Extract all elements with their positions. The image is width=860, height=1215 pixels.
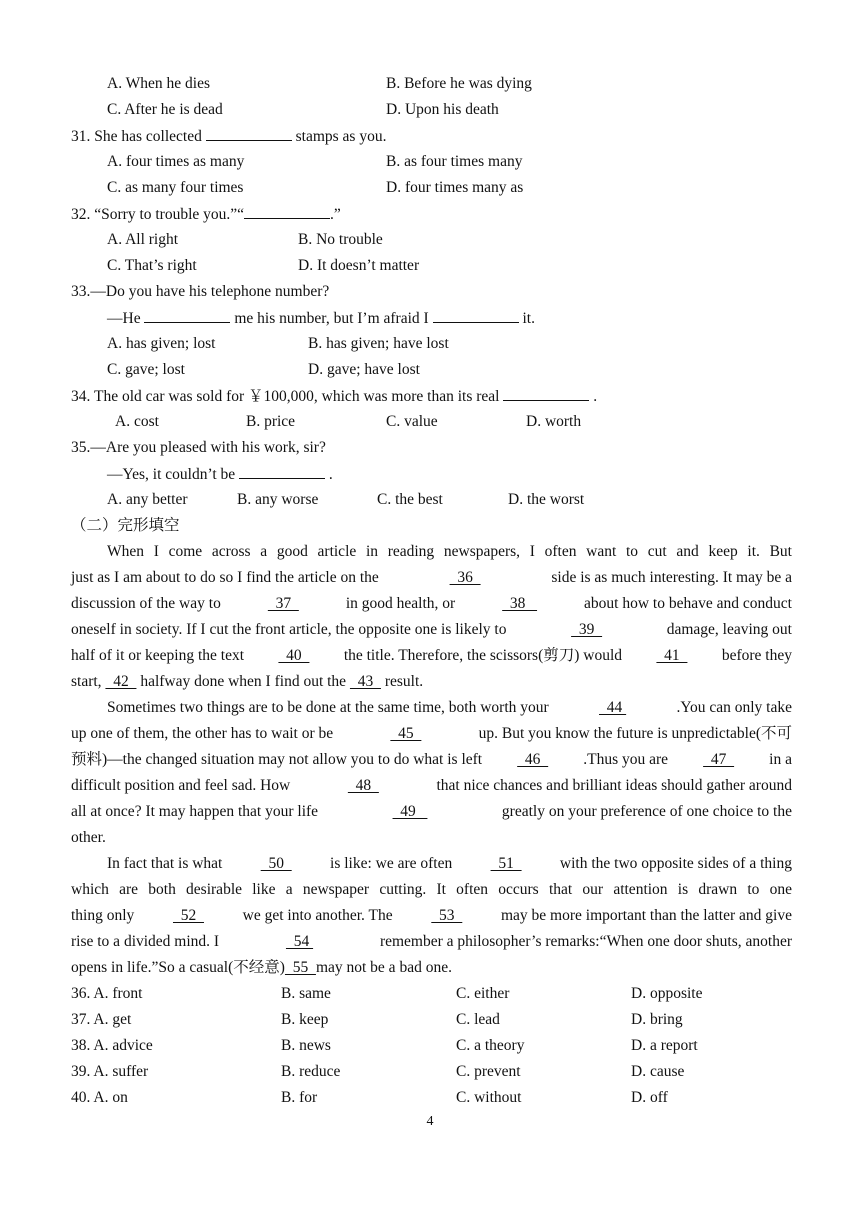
cloze-p3-line2: which are both desirable like a newspaper cutting. It often occurs that our attention is drawn to one <box>71 881 792 898</box>
cloze-text: Sometimes two things are to be done at the same time, both worth your <box>107 699 549 716</box>
q30-option-b: B. Before he was dying <box>386 75 532 92</box>
cloze-p3-line3 <box>71 906 792 926</box>
cloze-text: we get into another. The <box>242 907 393 924</box>
cloze-text: .You can only take <box>676 699 792 716</box>
q32-option-d: D. It doesn’t matter <box>298 257 420 274</box>
page-number: 4 <box>426 1114 434 1129</box>
q36-option-a: 36. A. front <box>71 985 143 1002</box>
q32-blank <box>244 204 330 219</box>
cloze-p2-line5 <box>71 802 792 822</box>
q37-option-c: C. lead <box>456 1011 500 1028</box>
q40-option-a: 40. A. on <box>71 1089 128 1106</box>
cloze-text: in good health, or <box>345 595 456 612</box>
q33-line2 <box>107 308 535 329</box>
cloze-text: result. <box>384 673 424 690</box>
q37-option-d: D. bring <box>631 1011 683 1028</box>
q33-option-a: A. has given; lost <box>107 335 216 352</box>
q38-option-c: C. a theory <box>456 1037 525 1054</box>
cloze-p3-line4 <box>71 932 792 952</box>
cloze-text: in a <box>769 751 792 768</box>
q40-option-d: D. off <box>631 1089 668 1106</box>
cloze-text: side is as much interesting. It may be a <box>551 569 792 586</box>
q31-option-a: A. four times as many <box>107 153 245 170</box>
blank-54: 54 <box>285 933 314 950</box>
q30-option-c: C. After he is dead <box>107 101 223 118</box>
q32-stem-pre: 32. “Sorry to trouble you.”“ <box>71 206 245 223</box>
q36-option-c: C. either <box>456 985 510 1002</box>
q35-line2 <box>107 464 333 485</box>
cloze-text: is like: we are often <box>330 855 453 872</box>
q31-stem-pre: 31. She has collected <box>71 128 202 145</box>
cloze-p1-line3 <box>71 594 792 614</box>
q32-option-b: B. No trouble <box>298 231 383 248</box>
section-title: （二）完形填空 <box>71 517 180 534</box>
cloze-p1-line1: When I come across a good article in reading newspapers, I often want to cut and keep it. But <box>107 543 792 560</box>
cloze-text: greatly on your preference of one choice to the <box>501 803 792 820</box>
q35-option-b: B. any worse <box>237 491 319 508</box>
q31-stem-post: stamps as you. <box>295 128 387 145</box>
blank-46: 46 <box>517 751 549 768</box>
q33-option-d: D. gave; have lost <box>308 361 420 378</box>
cloze-text: In fact that is what <box>107 855 223 872</box>
blank-49: 49 <box>392 803 428 820</box>
cloze-p1-line4 <box>71 620 792 640</box>
q35-option-a: A. any better <box>107 491 188 508</box>
q38-option-a: 38. A. advice <box>71 1037 153 1054</box>
q32-stem <box>71 204 341 225</box>
blank-47: 47 <box>703 751 735 768</box>
blank-53: 53 <box>431 907 463 924</box>
cloze-p1-line2 <box>71 568 792 588</box>
q35-blank <box>239 464 325 479</box>
cloze-text: rise to a divided mind. I <box>71 933 220 950</box>
q39-option-b: B. reduce <box>281 1063 341 1080</box>
q37-option-a: 37. A. get <box>71 1011 132 1028</box>
cloze-text: oneself in society. If I cut the front article, the opposite one is likely to <box>71 621 507 638</box>
cloze-text: remember a philosopher’s remarks:“When one door shuts, another <box>379 933 792 950</box>
cloze-p3-line5 <box>71 958 452 978</box>
cloze-p2-line1 <box>107 698 792 718</box>
blank-44: 44 <box>599 699 627 716</box>
q33-option-c: C. gave; lost <box>107 361 185 378</box>
q33-line2-b: me his number, but I’m afraid I <box>234 310 429 327</box>
cloze-p2-line4 <box>71 776 792 796</box>
q40-option-b: B. for <box>281 1089 318 1106</box>
q31-option-c: C. as many four times <box>107 179 244 196</box>
q32-option-c: C. That’s right <box>107 257 197 274</box>
q34-option-a: A. cost <box>115 413 159 430</box>
cloze-text: the title. Therefore, the scissors(剪刀) would <box>343 647 623 664</box>
blank-52: 52 <box>172 907 204 924</box>
cloze-text: with the two opposite sides of a thing <box>559 855 792 872</box>
blank-51: 51 <box>490 855 522 872</box>
q39-option-a: 39. A. suffer <box>71 1063 149 1080</box>
cloze-text: halfway done when I find out the <box>140 673 347 690</box>
q39-option-c: C. prevent <box>456 1063 521 1080</box>
blank-45: 45 <box>390 725 422 742</box>
q36-option-d: D. opposite <box>631 985 703 1002</box>
cloze-text: up. But you know the future is unpredictable(不可 <box>478 725 792 742</box>
q34-option-d: D. worth <box>526 413 582 430</box>
q34-option-b: B. price <box>246 413 296 430</box>
blank-42: 42 <box>105 673 137 690</box>
blank-41: 41 <box>656 647 688 664</box>
cloze-text: damage, leaving out <box>666 621 792 638</box>
q31-option-d: D. four times many as <box>386 179 524 196</box>
cloze-p3-line1 <box>107 854 792 874</box>
cloze-text: may be more important than the latter and give <box>500 907 792 924</box>
q33-blank-1 <box>144 308 230 323</box>
cloze-text: that nice chances and brilliant ideas should gather around <box>436 777 792 794</box>
q40-option-c: C. without <box>456 1089 522 1106</box>
cloze-p1-line6 <box>71 672 423 692</box>
cloze-text: start, <box>71 673 102 690</box>
q34-stem-pre: 34. The old car was sold for ￥100,000, which was more than its real <box>71 388 500 405</box>
cloze-text: up one of them, the other has to wait or be <box>71 725 334 742</box>
blank-50: 50 <box>260 855 292 872</box>
cloze-text: 预料)—the changed situation may not allow you to do what is left <box>71 751 483 768</box>
blank-39: 39 <box>571 621 603 638</box>
blank-55: 55 <box>284 959 316 976</box>
q38-option-d: D. a report <box>631 1037 698 1054</box>
q36-option-b: B. same <box>281 985 331 1002</box>
cloze-text: about how to behave and conduct <box>584 595 792 612</box>
q34-blank <box>503 386 589 401</box>
q35-option-c: C. the best <box>377 491 443 508</box>
q30-option-a: A. When he dies <box>107 75 211 92</box>
cloze-p2-line2 <box>71 724 792 744</box>
cloze-text: opens in life.”So a casual(不经意) <box>71 959 285 976</box>
q37-option-b: B. keep <box>281 1011 329 1028</box>
q35-line1: 35.—Are you pleased with his work, sir? <box>71 439 326 456</box>
cloze-text: thing only <box>71 907 135 924</box>
q31-stem <box>71 126 386 147</box>
q39-option-d: D. cause <box>631 1063 685 1080</box>
blank-37: 37 <box>267 595 299 612</box>
cloze-text: may not be a bad one. <box>315 959 452 976</box>
q32-option-a: A. All right <box>107 231 179 248</box>
q31-blank <box>206 126 292 141</box>
q34-option-c: C. value <box>386 413 438 430</box>
cloze-text: difficult position and feel sad. How <box>71 777 291 794</box>
cloze-text: discussion of the way to <box>71 595 221 612</box>
cloze-text: .Thus you are <box>583 751 669 768</box>
q33-line2-a: —He <box>107 310 141 327</box>
q33-line2-c: it. <box>522 310 535 327</box>
q35-line2-post: . <box>328 466 333 483</box>
q33-blank-2 <box>433 308 519 323</box>
cloze-p2-line3 <box>71 750 792 770</box>
blank-38: 38 <box>502 595 538 612</box>
cloze-text: just as I am about to do so I find the article on the <box>71 569 379 586</box>
q33-line1: 33.—Do you have his telephone number? <box>71 283 330 300</box>
q33-option-b: B. has given; have lost <box>308 335 449 352</box>
cloze-p1-line5 <box>71 646 792 666</box>
q34-stem-post: . <box>593 388 598 405</box>
cloze-text: half of it or keeping the text <box>71 647 245 664</box>
blank-40: 40 <box>278 647 310 664</box>
blank-48: 48 <box>347 777 379 794</box>
cloze-text: all at once? It may happen that your life <box>71 803 319 820</box>
q30-option-d: D. Upon his death <box>386 101 499 118</box>
cloze-text: before they <box>721 647 792 664</box>
cloze-p2-line6: other. <box>71 829 106 846</box>
q35-option-d: D. the worst <box>508 491 585 508</box>
blank-36: 36 <box>449 569 481 586</box>
q31-option-b: B. as four times many <box>386 153 523 170</box>
q34-stem <box>71 386 597 407</box>
q35-line2-pre: —Yes, it couldn’t be <box>107 466 236 483</box>
blank-43: 43 <box>349 673 381 690</box>
q38-option-b: B. news <box>281 1037 331 1054</box>
q32-stem-post: .” <box>330 206 341 223</box>
